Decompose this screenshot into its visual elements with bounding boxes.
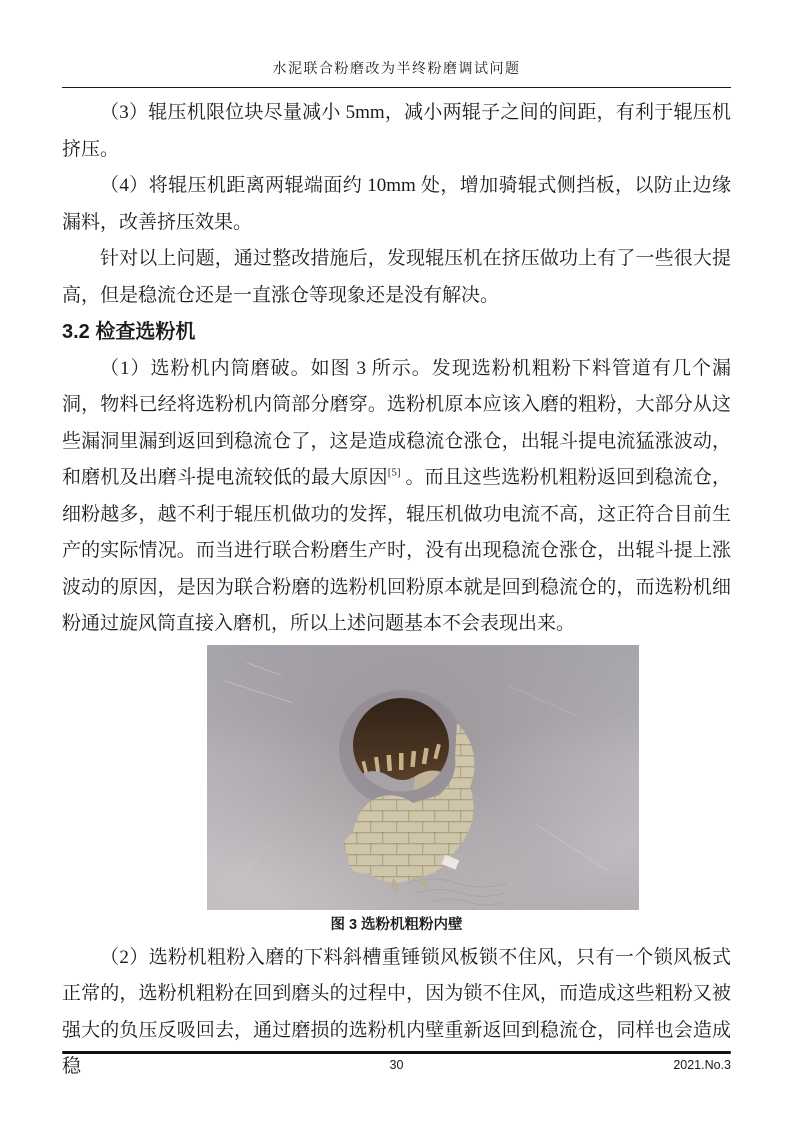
paragraph-check-1-lead: （1）选粉机内筒磨破。如图 3 所示。发现选粉机粗粉下料管道有几个漏洞，物料已经将选粉机内筒部分磨穿。选粉机原本应该入磨的粗粉，大部分从这些漏洞里漏到返回到稳流仓了，这是造成稳流仓涨仓，出辊斗提电流猛涨波动，和磨机及出磨斗提电流较低的最大原因	[62, 357, 731, 488]
paragraph-check-1-rest: 。而且这些选粉机粗粉返回到稳流仓，细粉越多，越不利于辊压机做功的发挥，辊压机做功电流不高，这正符合目前生产的实际情况。而当进行联合粉磨生产时，没有出现稳流仓涨仓，出辊斗提上涨波动的原因，是因为联合粉磨的选粉机回粉原本就是回到稳流仓的，而选粉机细粉通过旋风筒直接入磨机，所以上述问题基本不会表现出来。	[62, 467, 731, 634]
paragraph-check-2: （2）选粉机粗粉入磨的下料斜槽重锤锁风板锁不住风，只有一个锁风板式正常的，选粉机粗粉在回到磨头的过程中，因为锁不住风，而造成这些粗粉又被强大的负压反吸回去，通过磨损的选粉机内壁重新返回到稳流仓，同样也会造成稳	[62, 946, 731, 1077]
figure-photo	[207, 645, 639, 910]
paragraph-summary: 针对以上问题，通过整改措施后，发现辊压机在挤压做功上有了一些很大提高，但是稳流仓还是一直涨仓等现象还是没有解决。	[62, 248, 731, 306]
article-body	[62, 95, 731, 1086]
paragraph-check-1	[62, 351, 731, 643]
running-header-title: 水泥联合粉磨改为半终粉磨调试问题	[272, 62, 521, 77]
figure-3-caption: 图 3 选粉机粗粉内壁	[330, 916, 463, 933]
page-content	[62, 0, 731, 1086]
footer-row	[62, 1055, 731, 1075]
paragraph-item-3: （3）辊压机限位块尽量减小 5mm，减小两辊子之间的间距，有利于辊压机挤压。	[62, 102, 731, 160]
footer-rule	[62, 1051, 731, 1054]
section-heading-3-2: 3.2 检查选粉机	[62, 321, 196, 343]
paragraph-item-4: （4）将辊压机距离两辊端面约 10mm 处，增加骑辊式侧挡板，以防止边缘漏料，改善挤压效果。	[62, 175, 731, 233]
page-number: 30	[389, 1057, 404, 1072]
figure-3	[62, 645, 731, 940]
issue-label: 2021.No.3	[673, 1057, 731, 1072]
reference-marker-5: [5]	[387, 466, 401, 479]
running-header	[62, 0, 731, 88]
page-footer	[62, 1051, 731, 1075]
